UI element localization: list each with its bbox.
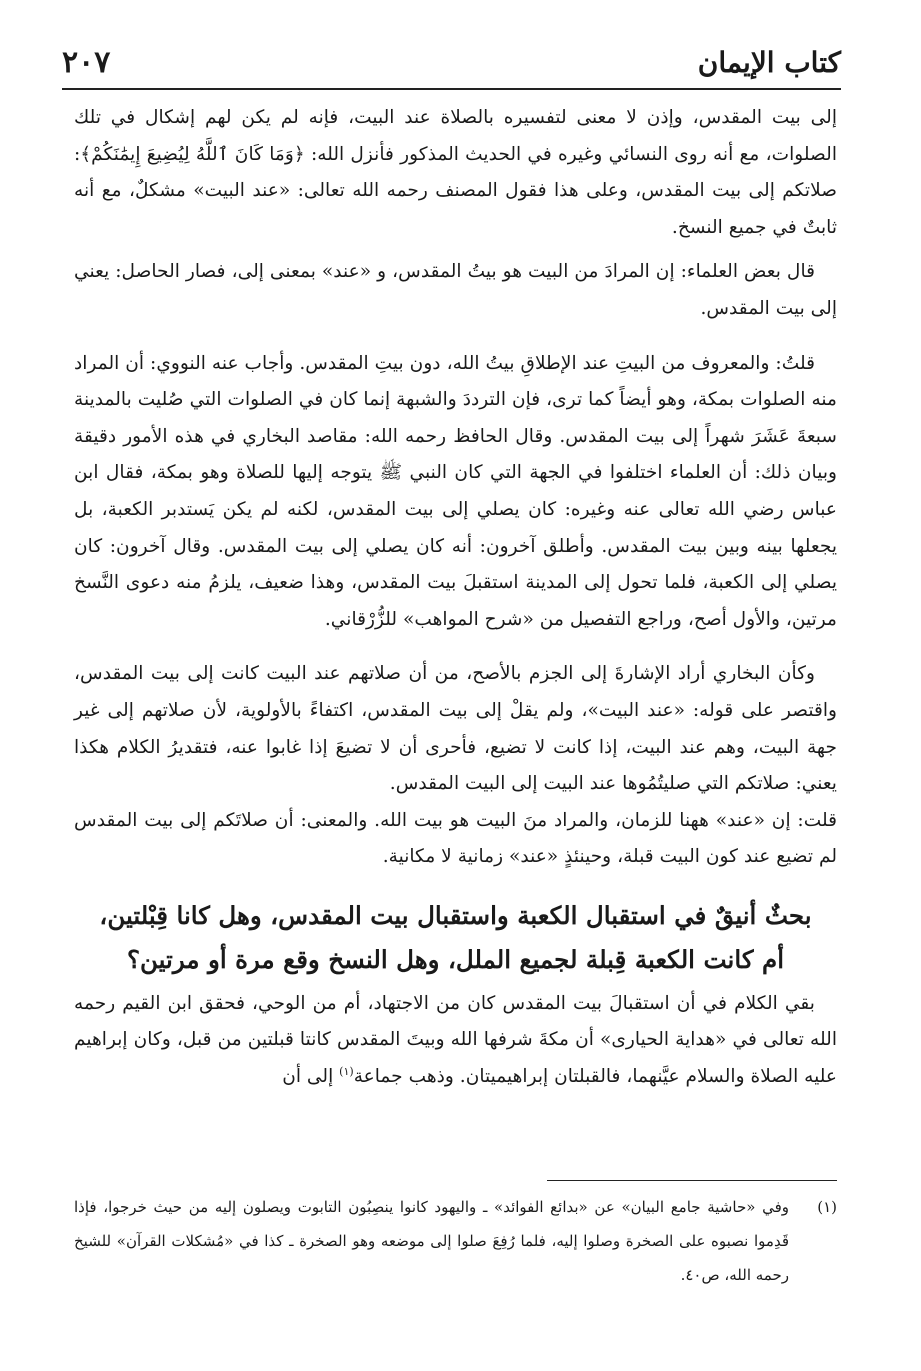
main-text xyxy=(74,100,837,1096)
section-heading xyxy=(74,894,837,982)
paragraph-4: وكأن البخاري أراد الإشارةَ إلى الجزم بالأصح، من أن صلاتهم عند البيت كانت إلى بيت المقدس، واقتصر على قوله: «عند البيت»، ولم يقلْ إلى بيت المقدس، اكتفاءً بالأولوية، لأن صلاتهم إلى غير جهة البيت، وهم عند البيت، إذا كانت لا تضيع، فأحرى أن لا تضيعَ إذا غابوا عنه، فتقديرُ الكلام هكذا يعني: صلاتكم التي صليتُمُوها عند البيت إلى البيت المقدس. xyxy=(74,663,837,795)
running-title: كتاب الإيمان xyxy=(697,45,841,79)
footnote-divider xyxy=(547,1180,837,1181)
page-header xyxy=(62,38,841,86)
footnote-text: وفي «حاشية جامع البيان» عن «بدائع الفوائد» ـ واليهود كانوا ينصِبُون التابوت ويصلون إليه من حيث خرجوا، فإذا قَدِموا نصبوه على الصخرة وصلوا إليه، فلما رُفِعَ صلوا إلى موضعه وهو الصخرة ـ كذا في «مُشكلات القرآن» للشيخ رحمه الله، ص٤٠. xyxy=(74,1198,789,1284)
paragraph-6-text: بقي الكلام في أن استقبالَ بيت المقدس كان من الاجتهاد، أم من الوحي، فحقق ابن القيم رحمه الله تعالى في «هداية الحيارى» أن مكةَ شرفها الله وبيتَ المقدس كانتا قبلتين من قبل، وكان إبراهيم عليه الصلاة والسلام عيَّنهما، فالقبلتان إبراهيميتان. وذهب جماعة xyxy=(74,992,837,1088)
footnote-marker: (١) xyxy=(817,1198,837,1216)
footnote-reference[interactable]: (١) xyxy=(339,1064,354,1078)
paragraph-5: قلت: إن «عند» ههنا للزمان، والمراد منَ البيت هو بيت الله. والمعنى: أن صلاتَكم إلى بيت المقدس لم تضيع عند كون البيت قبلة، وحينئذٍ «عند» زمانية لا مكانية. xyxy=(74,809,837,868)
section-heading-line-1: بحثٌ أنيقٌ في استقبال الكعبة واستقبال بيت المقدس، وهل كانا قِبْلتين، xyxy=(99,900,812,930)
paragraph-6 xyxy=(74,986,837,1096)
section-heading-line-2: أم كانت الكعبة قِبلة لجميع الملل، وهل النسخ وقع مرة أو مرتين؟ xyxy=(126,944,785,974)
footnote xyxy=(74,1190,837,1292)
paragraph-3: قلتُ: والمعروف من البيتِ عند الإطلاقِ بيتُ الله، دون بيتِ المقدس. وأجاب عنه النووي: أن المراد منه الصلوات بمكة، وهو أيضاً كما ترى، فإن الترددَ والشبهة إنما كان في الصلوات التي صُليت بالمدينة سبعةَ عَشَرَ شهراً إلى بيت المقدس. وقال الحافظ رحمه الله: مقاصد البخاري في هذه الأمور دقيقة وبيان ذلك: أن العلماء اختلفوا في الجهة التي كان النبي ﷺ يتوجه إليها للصلاة وهو بمكة، فقال ابن عباس رضي الله تعالى عنه وغيره: كان يصلي إلى بيت المقدس، لكنه لم يكن يَستدبر الكعبة، بل يجعلها بينه وبين بيت المقدس. وأطلق آخرون: أنه كان يصلي إلى بيت المقدس. وقال آخرون: كان يصلي إلى الكعبة، فلما تحول إلى المدينة استقبلَ بيت المقدس، وهذا ضعيف، يلزمُ منه دعوى النَّسخ مرتين، والأول أصح، وراجع التفصيل من «شرح المواهب» للزُّرْقاني. xyxy=(74,352,837,630)
paragraph-2: قال بعض العلماء: إن المرادَ من البيت هو بيتُ المقدس، و «عند» بمعنى إلى، فصار الحاصل: يعني إلى بيت المقدس. xyxy=(74,261,837,319)
paragraph-6-tail: إلى أن xyxy=(282,1066,340,1088)
paragraph-1: إلى بيت المقدس، وإذن لا معنى لتفسيره بالصلاة عند البيت، فإنه لم يكن لهم إشكال في تلك الصلوات، مع أنه روى النسائي وغيره في الحديث المذكور فأنزل الله: ﴿وَمَا كَانَ ٱللَّهُ لِيُضِيعَ إِيمَٰنَكُمْ﴾: صلاتكم إلى بيت المقدس، وعلى هذا فقول المصنف رحمه الله تعالى: «عند البيت» مشكلٌ، مع أنه ثابتٌ في جميع النسخ. xyxy=(74,107,837,238)
page-number: ٢٠٧ xyxy=(62,44,111,80)
footnote-row xyxy=(74,1190,837,1292)
header-divider xyxy=(62,88,841,90)
